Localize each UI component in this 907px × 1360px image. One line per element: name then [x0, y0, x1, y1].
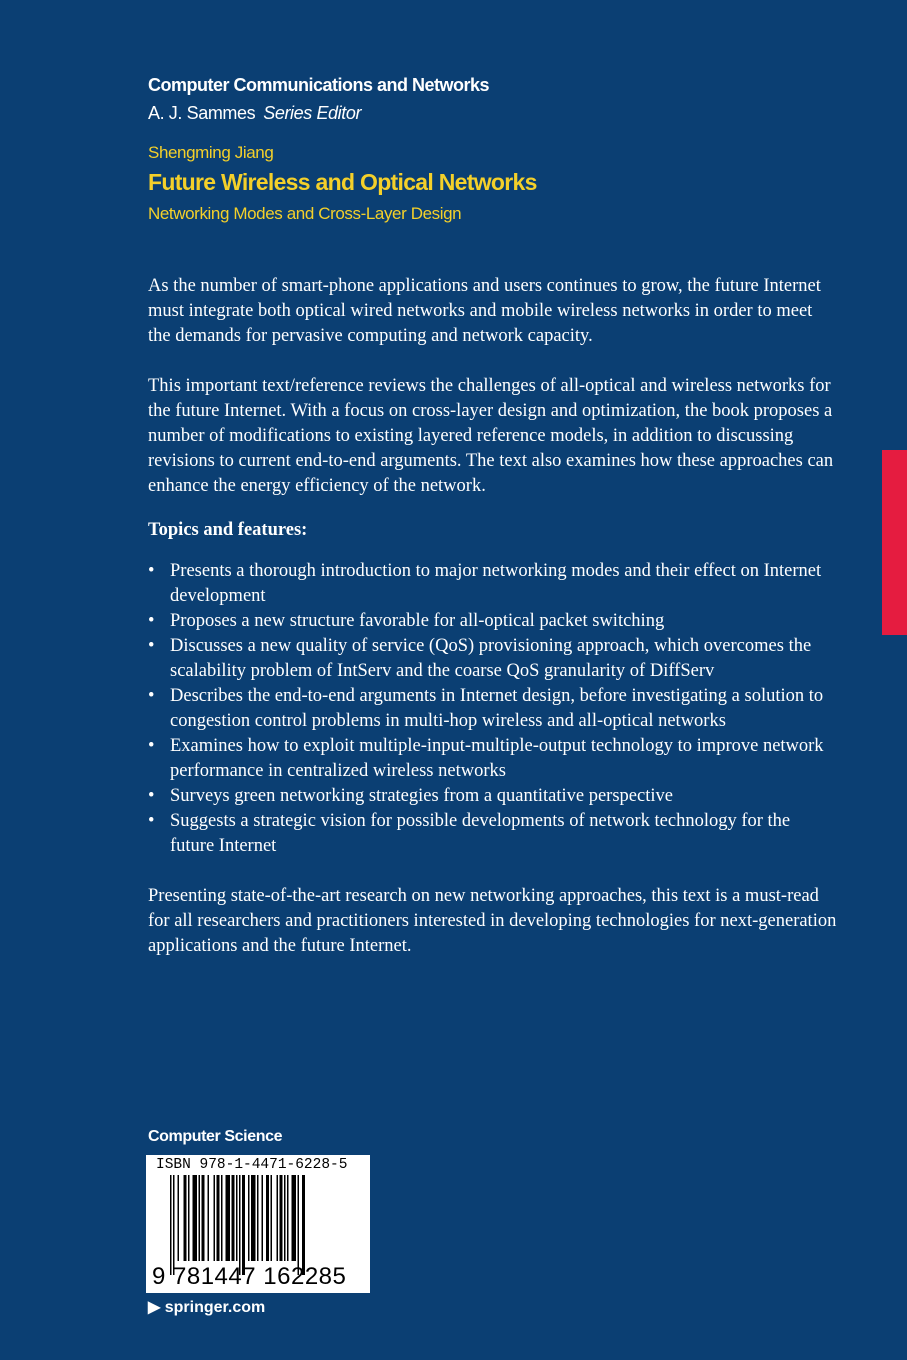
barcode-bar — [232, 1175, 235, 1261]
barcode-bar — [284, 1175, 286, 1261]
barcode-bars-icon — [170, 1175, 350, 1275]
barcode-bar — [266, 1175, 269, 1261]
barcode-bar — [251, 1175, 256, 1261]
barcode-bar — [199, 1175, 201, 1261]
description-paragraph: This important text/reference reviews the challenges of all-optical and wireless networks for the future Internet. With a focus on cross-layer design and optimization, the book proposes a number of modifications to existing layered reference models, in addition to discussing revisions to current end-to-end arguments. The text also examines how these approaches can enhance the energy efficiency of the network. — [148, 376, 834, 496]
list-item: • Presents a thorough introduction to major networking modes and their effect on Internet development — [148, 559, 838, 609]
topics-list — [148, 559, 838, 859]
barcode-bar — [178, 1175, 180, 1261]
list-item: • Examines how to exploit multiple-input-multiple-output technology to improve network performance in centralized wireless networks — [148, 734, 838, 784]
barcode-bar — [298, 1175, 300, 1275]
barcode-bar — [280, 1175, 283, 1261]
barcode-bar — [239, 1175, 241, 1275]
closing-paragraph: Presenting state-of-the-art research on new networking approaches, this text is a must-read for all researchers and practitioners interested in developing technologies for next-generation applications and the future Internet. — [148, 886, 837, 956]
barcode-bar — [170, 1175, 172, 1275]
play-arrow-icon: ▶ — [148, 1299, 165, 1316]
barcode-bar — [188, 1175, 190, 1261]
isbn-barcode — [146, 1155, 370, 1293]
publisher-link[interactable] — [148, 1297, 265, 1317]
barcode-bar — [208, 1175, 210, 1261]
barcode-bar — [236, 1175, 238, 1261]
blurb — [148, 274, 838, 984]
barcode-bar — [193, 1175, 198, 1261]
barcode-bar — [302, 1175, 305, 1275]
barcode-bar — [226, 1175, 231, 1261]
barcode-bar — [257, 1175, 259, 1261]
barcode-bar — [242, 1175, 245, 1275]
author: Shengming Jiang — [148, 143, 274, 162]
book-subtitle: Networking Modes and Cross-Layer Design — [148, 204, 462, 223]
barcode-bar — [271, 1175, 273, 1261]
barcode-bar — [184, 1175, 187, 1261]
list-item: • Surveys green networking strategies from a quantitative perspective — [148, 784, 838, 809]
red-edge-tab — [882, 450, 907, 635]
ean-number: 9 781447 162285 — [152, 1263, 347, 1290]
barcode-bar — [277, 1175, 279, 1261]
list-item: • Describes the end-to-end arguments in Internet design, before investigating a solution to congestion control problems in multi-hop wireless and all-optical networks — [148, 684, 838, 734]
barcode-bar — [202, 1175, 205, 1261]
list-item: • Discusses a new quality of service (QoS) provisioning approach, which overcomes the scalability problem of IntServ and the coarse QoS granularity of DiffServ — [148, 634, 838, 684]
isbn-text: ISBN 978-1-4471-6228-5 — [156, 1157, 348, 1173]
series-name: Computer Communications and Networks — [148, 75, 490, 95]
barcode-bar — [292, 1175, 297, 1261]
barcode-bar — [287, 1175, 289, 1261]
barcode-bar — [248, 1175, 250, 1261]
barcode-bar — [221, 1175, 223, 1261]
topics-heading: Topics and features: — [148, 520, 308, 540]
barcode-bar — [262, 1175, 264, 1261]
book-title: Future Wireless and Optical Networks — [148, 169, 537, 195]
list-item: • Proposes a new structure favorable for all-optical packet switching — [148, 609, 838, 634]
publisher-site: springer.com — [164, 1299, 266, 1316]
editor-role: Series Editor — [263, 103, 362, 123]
subject-category: Computer Science — [148, 1128, 283, 1145]
intro-paragraph: As the number of smart-phone applications and users continues to grow, the future Internet must integrate both optical wired networks and mobile wireless networks in order to meet the demands for pervasive computing and network capacity. — [148, 276, 821, 346]
series-editor — [148, 103, 361, 124]
list-item: • Suggests a strategic vision for possible developments of network technology for the future Internet — [148, 809, 838, 859]
editor-name: A. J. Sammes — [148, 103, 256, 123]
barcode-bar — [173, 1175, 175, 1275]
barcode-bar — [217, 1175, 220, 1261]
barcode-bar — [214, 1175, 216, 1261]
